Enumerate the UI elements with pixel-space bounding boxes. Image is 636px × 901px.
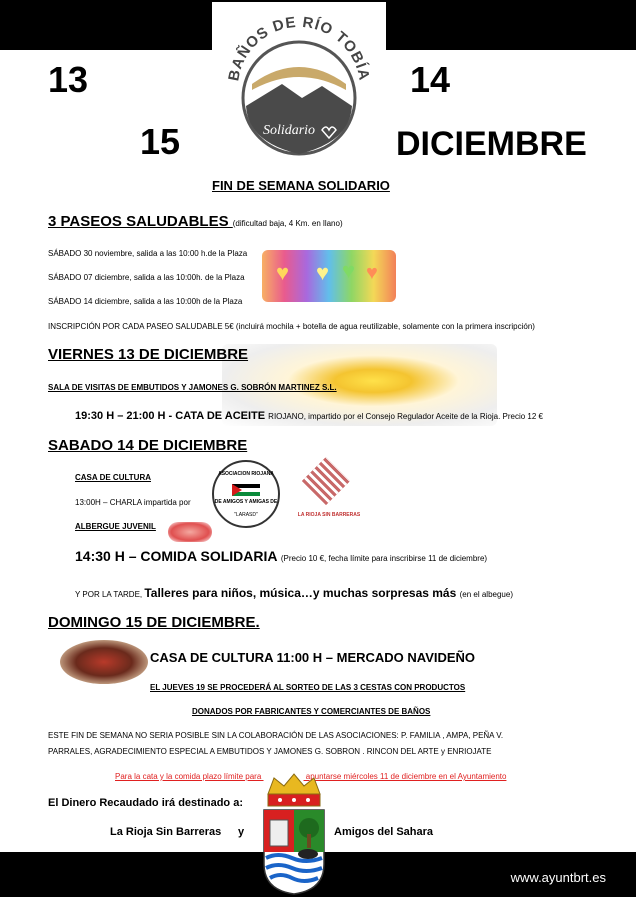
- albergue-label: ALBERGUE JUVENIL: [75, 522, 156, 531]
- website-link[interactable]: www.ayuntbrt.es: [510, 870, 606, 885]
- paseos-heading: [48, 213, 343, 231]
- tarde-line: [75, 584, 513, 602]
- paseo-line-3: SÁBADO 14 diciembre, salida a las 10:00h de la Plaza: [48, 297, 243, 306]
- heart-icon: ♥: [316, 260, 330, 285]
- logo-text: BAÑOS DE RÍO TOBÍA: [225, 13, 373, 83]
- tarde-note: (en el albegue): [459, 590, 513, 599]
- comida-line: [75, 548, 487, 566]
- sorteo-line-2: DONADOS POR FABRICANTES Y COMERCIANTES DE BAÑOS: [192, 707, 431, 716]
- colab-line-2: PARRALES, AGRADECIMIENTO ESPECIAL A EMBUTIDOS Y JAMONES G. SOBRON . RINCON DEL ARTE y ENRIOJATE: [48, 747, 492, 756]
- heart-icon: ♥: [342, 258, 356, 283]
- domingo-title: DOMINGO 15 DE DICIEMBRE.: [48, 614, 260, 631]
- month-label: DICIEMBRE: [396, 125, 587, 163]
- christmas-gifts-image: [60, 640, 148, 684]
- comida-title: 14:30 H – COMIDA SOLIDARIA: [75, 548, 281, 564]
- paseos-title: 3 PASEOS SALUDABLES: [48, 213, 233, 230]
- plazo-b: apuntarse miércoles 11 de diciembre en el Ayuntamiento: [303, 772, 507, 781]
- tarde-main: Talleres para niños, música…y muchas sorpresas más: [144, 586, 460, 600]
- viernes-title: VIERNES 13 DE DICIEMBRE: [48, 346, 249, 363]
- plazo-a: Para la cata y la comida plazo límite para: [115, 772, 264, 781]
- cata-detail: RIOJANO, impartido por el Consejo Regulador Aceite de la Rioja. Precio 12 €: [268, 412, 543, 421]
- mouth-image: [168, 522, 212, 542]
- paseos-inscripcion: INSCRIPCIÓN POR CADA PASEO SALUDABLE 5€ (incluirá mochila + botella de agua reutilizable, solamente con la primera inscripción): [48, 322, 535, 331]
- asociacion-sahara-logo: [212, 460, 280, 528]
- assoc-sub: DE AMIGOS Y AMIGAS DE: [214, 499, 278, 505]
- charla-line: 13:00H – CHARLA impartida por: [75, 498, 191, 507]
- casa-cultura-label: CASA DE CULTURA: [75, 473, 151, 482]
- heart-icon: ♥: [276, 260, 290, 285]
- date-15: 15: [140, 121, 181, 162]
- sabado-title: SABADO 14 DE DICIEMBRE: [48, 437, 248, 454]
- assoc-name: "LARASD": [234, 512, 258, 518]
- event-logo: [212, 2, 386, 170]
- rsb-text: LA RIOJA SIN BARRERAS: [297, 512, 361, 518]
- logo-script-text: Solidario: [262, 123, 316, 138]
- destino-label: El Dinero Recaudado irá destinado a:: [48, 797, 243, 809]
- assoc-arc-text: ASOCIACION RIOJANA: [218, 471, 274, 477]
- destino-org-1: La Rioja Sin Barreras: [110, 826, 222, 838]
- sahara-flag-icon: [232, 484, 260, 496]
- subtitle: FIN DE SEMANA SOLIDARIO: [212, 178, 390, 193]
- paseo-line-2: SÁBADO 07 diciembre, salida a las 10:00h. de la Plaza: [48, 273, 245, 282]
- sorteo-line-1: EL JUEVES 19 SE PROCEDERÁ AL SORTEO DE LAS 3 CESTAS CON PRODUCTOS: [150, 683, 466, 692]
- hearts-image: [262, 250, 396, 302]
- comida-note: (Precio 10 €, fecha límite para inscribirse 11 de diciembre): [280, 554, 488, 563]
- cata-time: 19:30 H – 21:00 H - CATA DE ACEITE: [75, 410, 269, 422]
- date-13: 13: [48, 59, 89, 100]
- cata-line: [75, 406, 543, 424]
- rioja-sin-barreras-logo: [292, 462, 366, 524]
- mercado-line: CASA DE CULTURA 11:00 H – MERCADO NAVIDEÑO: [150, 650, 476, 665]
- date-14: 14: [410, 59, 451, 100]
- paseo-line-1: SÁBADO 30 noviembre, salida a las 10:00 h.de la Plaza: [48, 249, 248, 258]
- colab-line-1: ESTE FIN DE SEMANA NO SERIA POSIBLE SIN LA COLABORACIÓN DE LAS ASOCIACIONES: P. FAMILIA , AMPA, PEÑA V.: [48, 731, 504, 740]
- destino-org-2: Amigos del Sahara: [334, 826, 434, 838]
- tarde-prefix: Y POR LA TARDE,: [75, 590, 145, 599]
- coat-of-arms: [258, 768, 330, 896]
- paseos-note: (dificultad baja, 4 Km. en llano): [232, 219, 343, 228]
- heart-icon: ♥: [366, 262, 378, 284]
- diamond-icon: [302, 457, 350, 505]
- viernes-place: SALA DE VISITAS DE EMBUTIDOS Y JAMONES G. SOBRÓN MARTINEZ S.L.: [48, 383, 337, 392]
- destino-y: y: [238, 826, 245, 838]
